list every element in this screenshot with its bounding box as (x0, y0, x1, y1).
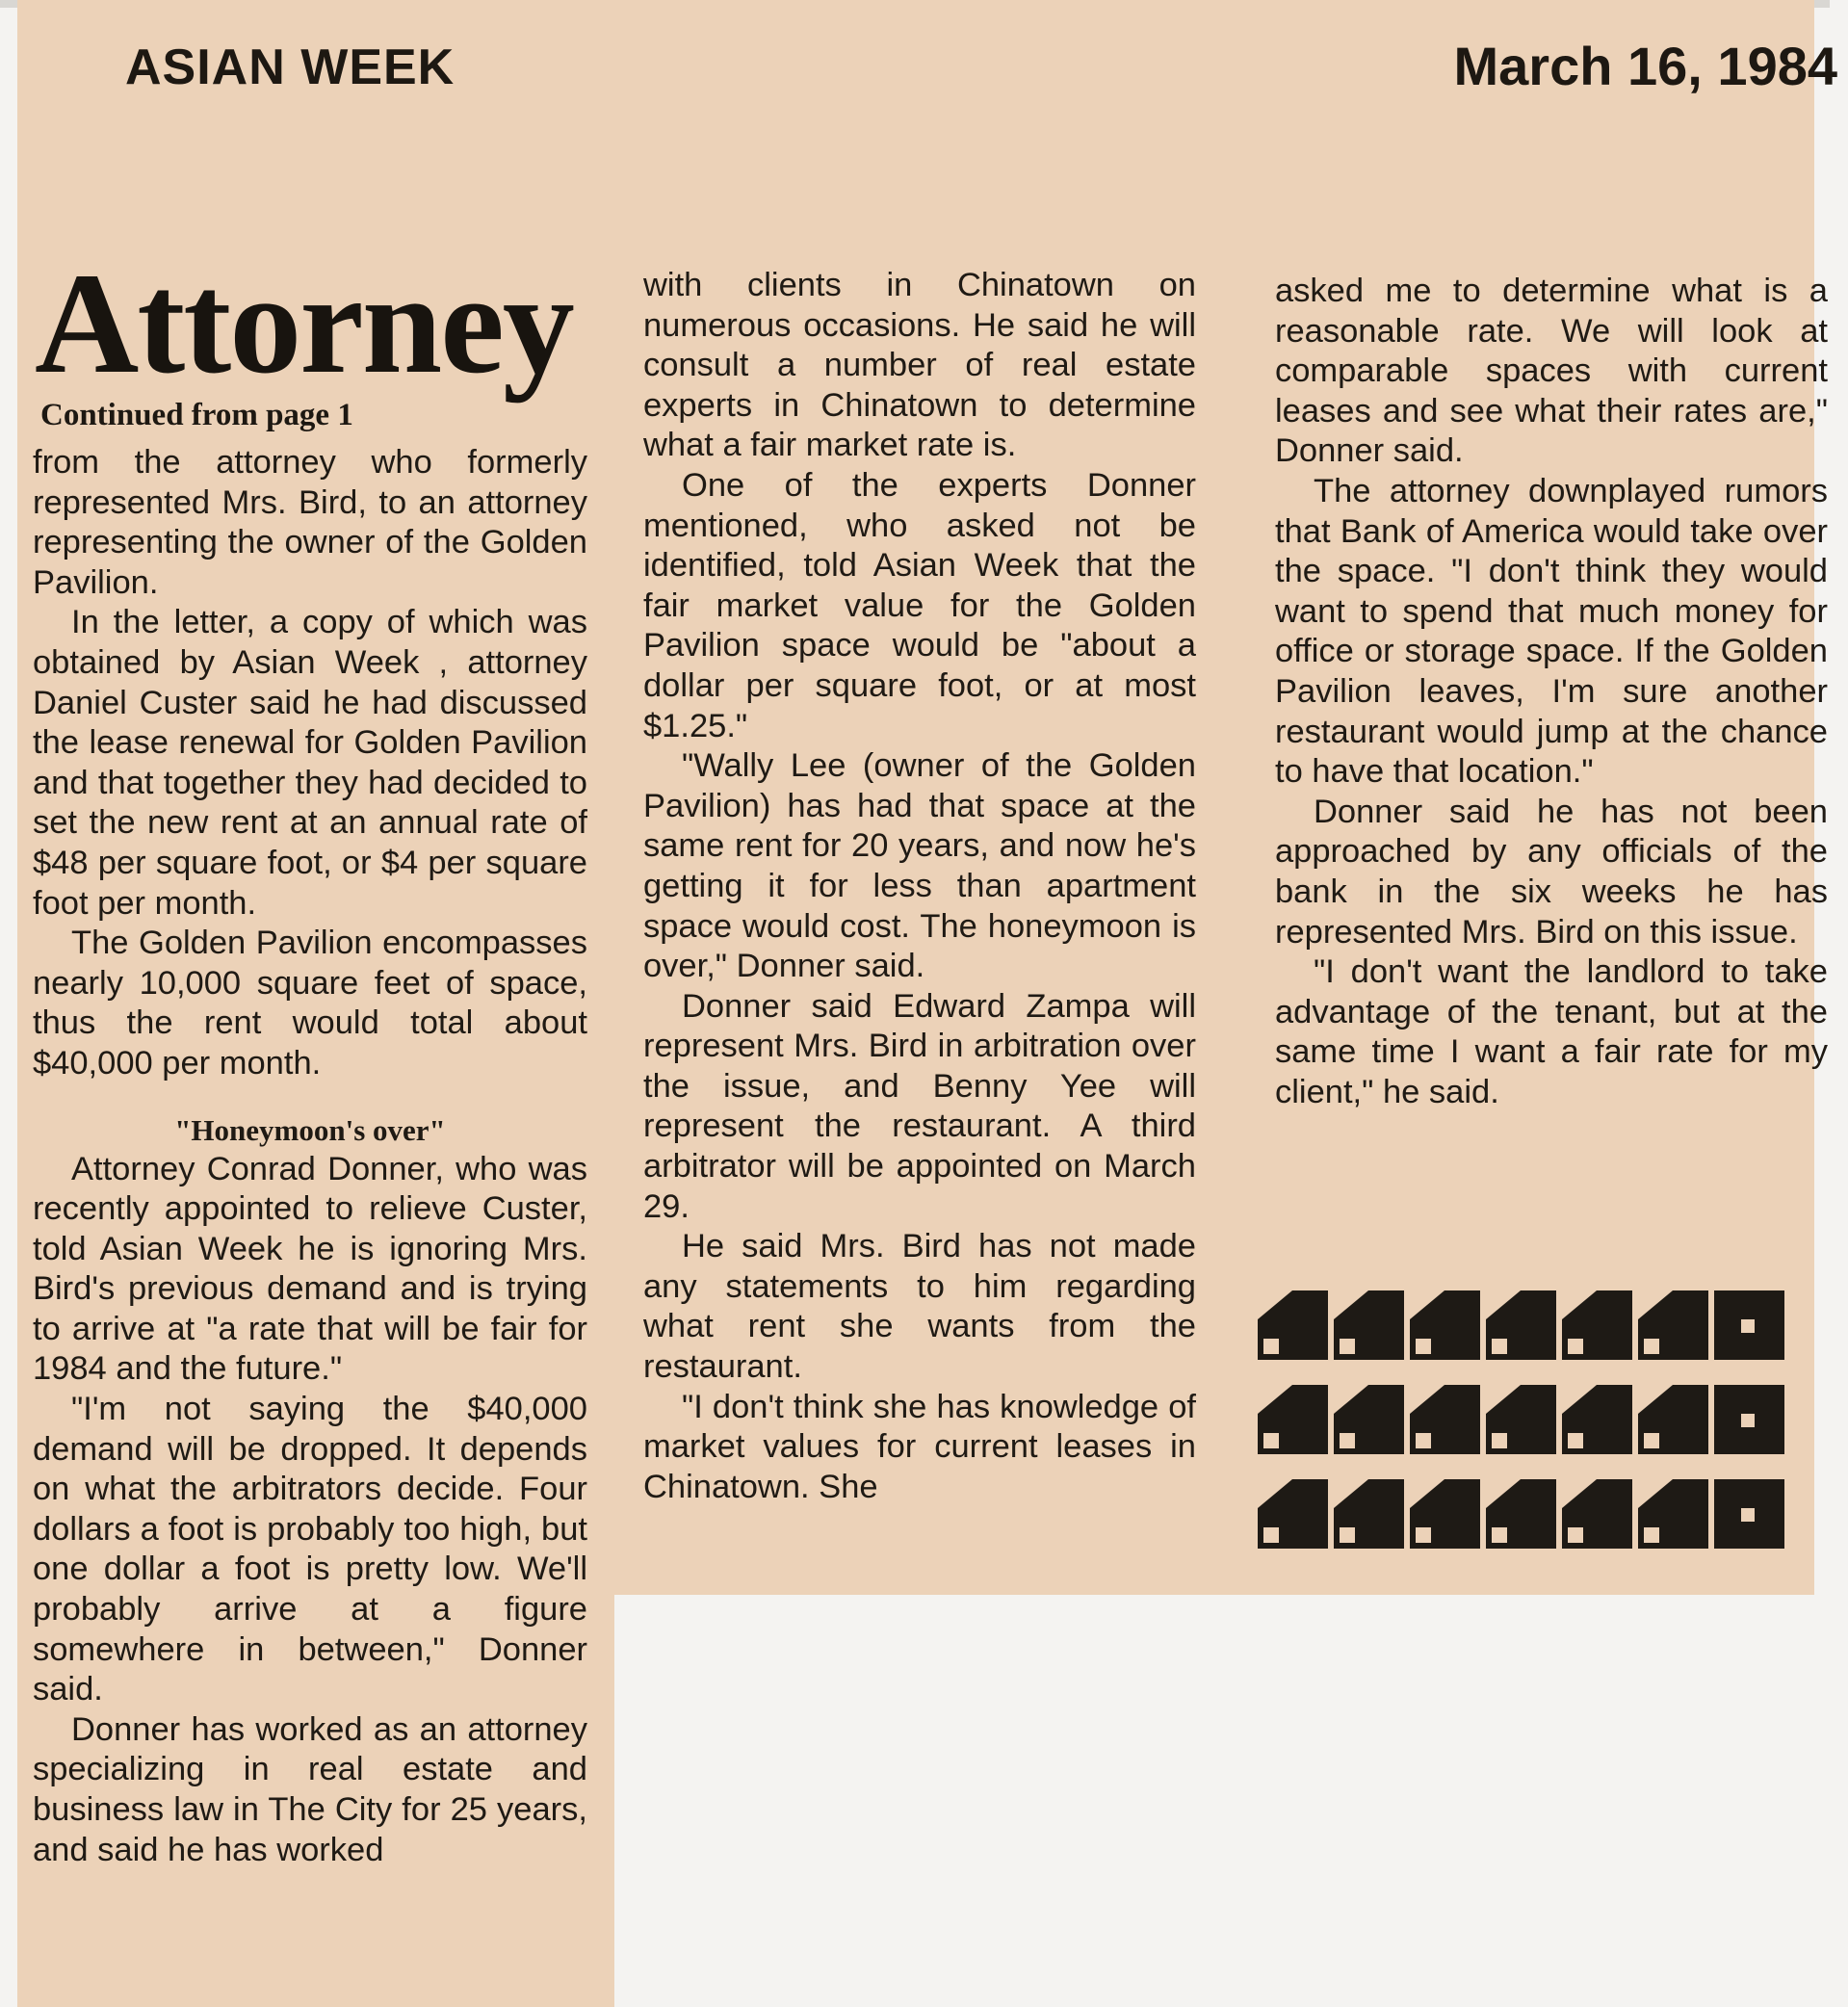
logo-tile-icon (1334, 1385, 1404, 1454)
logo-row (1258, 1385, 1789, 1458)
article-column-3 (1275, 272, 1828, 1112)
logo-tile-icon (1714, 1290, 1784, 1360)
logo-tile-icon (1562, 1479, 1632, 1549)
logo-tile-icon (1334, 1479, 1404, 1549)
paragraph: with clients in Chinatown on numerous occasions. He said he will consult a number of real estate experts in Chinatown to determine what a fair market rate is. (643, 267, 1196, 464)
paragraph: asked me to determine what is a reasonable rate. We will look at comparable spaces with current leases and see what their rates are," Donner said. (1275, 273, 1828, 470)
logo-tile-icon (1410, 1385, 1480, 1454)
article-column-1 (33, 443, 587, 1870)
paragraph: "I'm not saying the $40,000 demand will be dropped. It depends on what the arbitrators decide. Four dollars a foot is probably too high, but one dollar a foot is pretty low. We'll probably arrive at a figure somewhere in between," Donner said. (33, 1391, 587, 1708)
logo-tile-icon (1714, 1479, 1784, 1549)
logo-tile-icon (1410, 1290, 1480, 1360)
paragraph: "Wally Lee (owner of the Golden Pavilion) has had that space at the same rent for 20 years, and now he's getting it for less than apartment space would cost. The honeymoon is over," Donner said. (643, 747, 1196, 985)
logo-tile-icon (1410, 1479, 1480, 1549)
logo-row (1258, 1479, 1789, 1552)
logo-tile-icon (1486, 1385, 1556, 1454)
logo-tile-icon (1714, 1385, 1784, 1454)
paragraph: from the attorney who formerly represented Mrs. Bird, to an attorney representing the owner of the Golden Pavilion. (33, 444, 587, 601)
headline: Attorney (35, 244, 573, 404)
logo-row (1258, 1290, 1789, 1364)
publication-date: March 16, 1984 (1453, 36, 1837, 96)
paragraph: Donner has worked as an attorney specializing in real estate and business law in The City for 25 years, and said he has worked (33, 1710, 587, 1868)
logo-tile-icon (1258, 1290, 1328, 1360)
paragraph: One of the experts Donner mentioned, who asked not be identified, told Asian Week that the fair market value for the Golden Pavilion space would be "about a dollar per square foot, or at most $1.25." (643, 466, 1196, 744)
logo-tile-icon (1638, 1479, 1708, 1549)
paragraph: The attorney downplayed rumors that Bank of America would take over the space. "I don't think they would want to spend that much money for office or storage space. If the Golden Pavilion leaves, I'm sure another restaurant would jump at the chance to have that location." (1275, 472, 1828, 791)
logo-tile-icon (1486, 1290, 1556, 1360)
logo-tile-icon (1562, 1290, 1632, 1360)
asian-week-logo-pattern (1258, 1290, 1789, 1570)
logo-tile-icon (1562, 1385, 1632, 1454)
publication-name: ASIAN WEEK (125, 39, 455, 95)
logo-tile-icon (1258, 1385, 1328, 1454)
paragraph: He said Mrs. Bird has not made any statements to him regarding what rent she wants from the restaurant. (643, 1228, 1196, 1386)
logo-tile-icon (1486, 1479, 1556, 1549)
article-column-2 (643, 266, 1196, 1507)
logo-tile-icon (1638, 1385, 1708, 1454)
paragraph: The Golden Pavilion encompasses nearly 10,000 square feet of space, thus the rent would total about $40,000 per month. (33, 925, 587, 1082)
paragraph: Attorney Conrad Donner, who was recently appointed to relieve Custer, told Asian Week he is ignoring Mrs. Bird's previous demand and is trying to arrive at "a rate that will be fair for 1984 and the future." (33, 1150, 587, 1388)
continued-note: Continued from page 1 (40, 398, 353, 432)
logo-tile-icon (1334, 1290, 1404, 1360)
logo-tile-icon (1258, 1479, 1328, 1549)
paragraph: "I don't want the landlord to take advantage of the tenant, but at the same time I want a fair rate for my client," he said. (1275, 953, 1828, 1110)
paragraph: In the letter, a copy of which was obtained by Asian Week , attorney Daniel Custer said he had discussed the lease renewal for Golden Pavilion and that together they had decided to set the new rent at an annual rate of $48 per square foot, or $4 per square foot per month. (33, 604, 587, 922)
paragraph: Donner said he has not been approached by any officials of the bank in the six weeks he has represented Mrs. Bird on this issue. (1275, 793, 1828, 951)
paragraph: Donner said Edward Zampa will represent Mrs. Bird in arbitration over the issue, and Benny Yee will represent the restaurant. A third arbitrator will be appointed on March 29. (643, 987, 1196, 1225)
subheading: "Honeymoon's over" (174, 1112, 446, 1147)
paragraph: "I don't think she has knowledge of market values for current leases in Chinatown. She (643, 1388, 1196, 1505)
logo-tile-icon (1638, 1290, 1708, 1360)
